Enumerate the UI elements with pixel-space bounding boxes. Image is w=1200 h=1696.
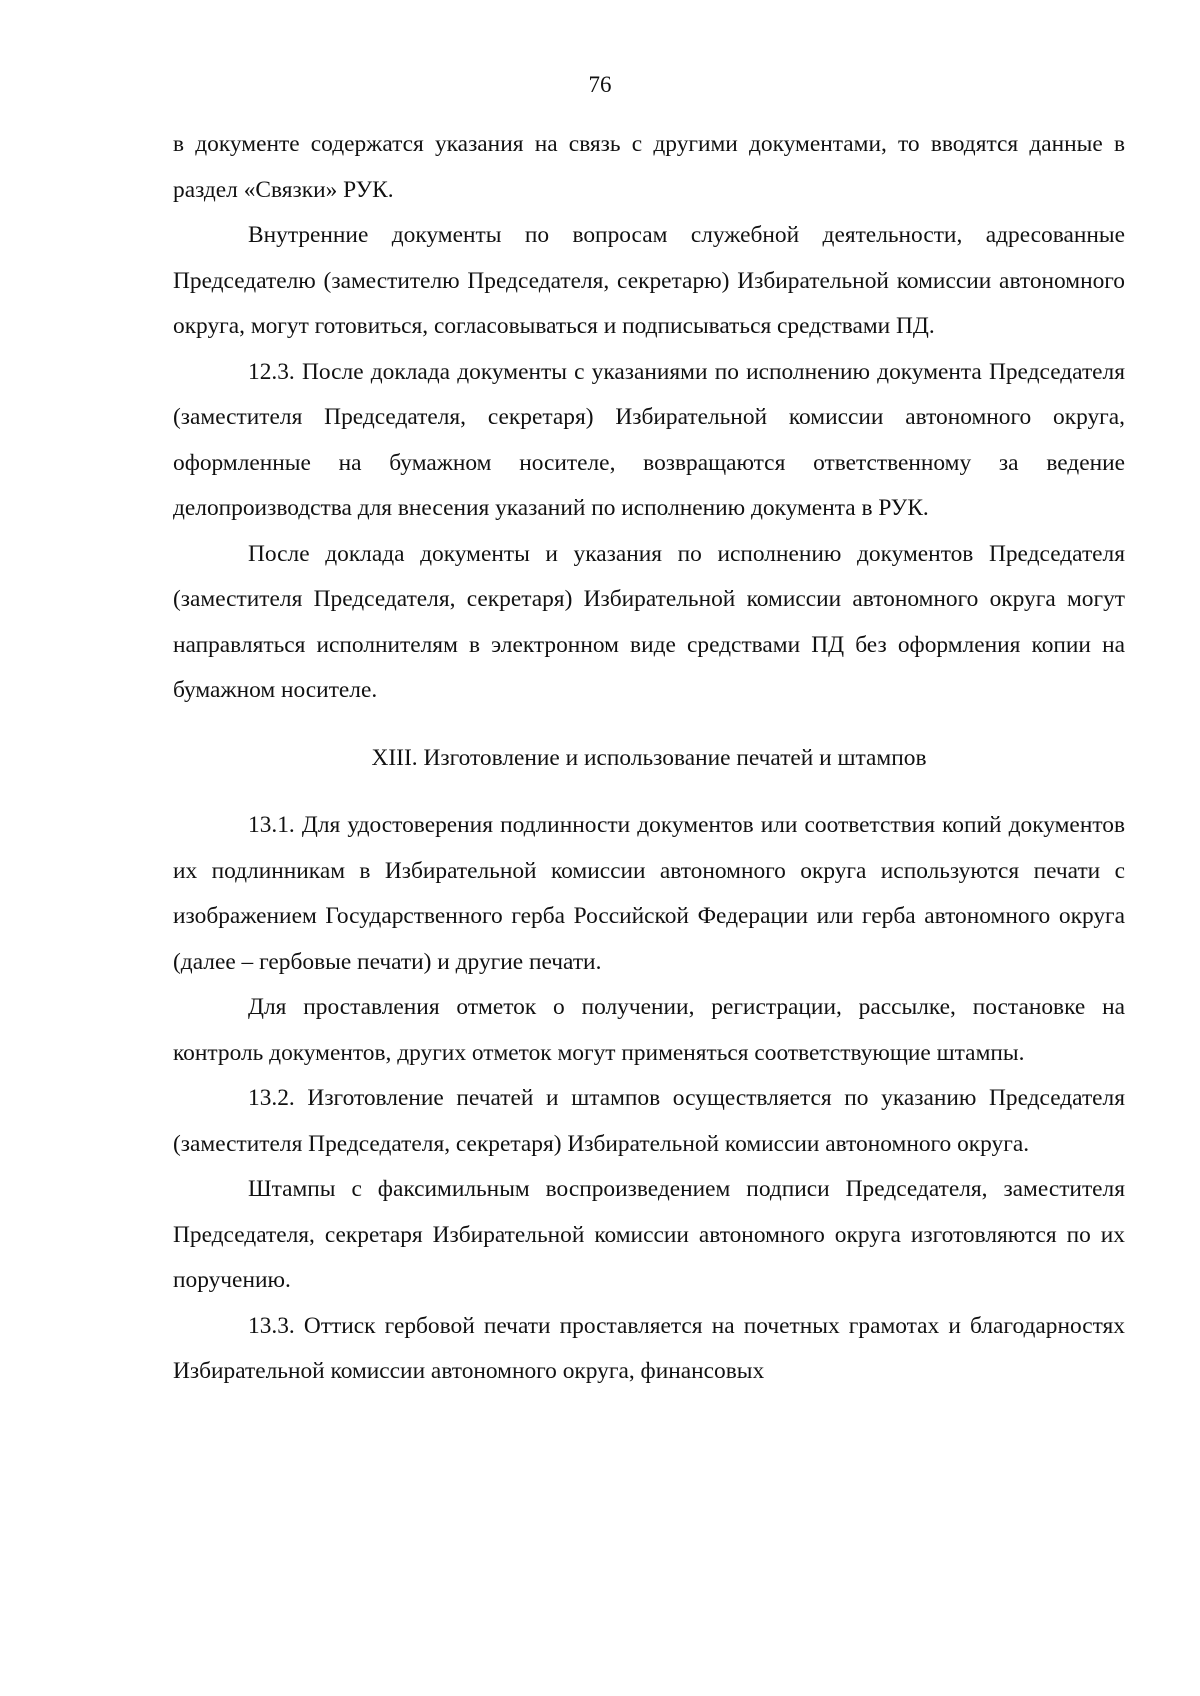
paragraph-after-report: После доклада документы и указания по исполнению документов Председателя (заместителя Председателя, секретаря) Избирательной комиссии автономного округа могут направляться исполнителям в электронном виде средствами ПД без оформления копии на бумажном носителе.: [173, 540, 1125, 703]
paragraph-12-3: 12.3. После доклада документы с указаниями по исполнению документа Председателя (заместителя Председателя, секретаря) Избирательной комиссии автономного округа, оформленные на бумажном носителе, возвращаются ответственному за ведение делопроизводства для внесения указаний по исполнению документа в РУК.: [173, 358, 1125, 521]
paragraph-13-3: 13.3. Оттиск гербовой печати проставляется на почетных грамотах и благодарностях Избирательной комиссии автономного округа, финансовых: [173, 1312, 1125, 1384]
section-heading: XIII. Изготовление и использование печатей и штампов: [371, 744, 927, 771]
paragraph-13-1: 13.1. Для удостоверения подлинности документов или соответствия копий документов их подлинникам в Избирательной комиссии автономного округа используются печати с изображением Государственного герба Российской Федерации или герба автономного округа (далее – гербовые печати) и другие печати.: [173, 812, 1125, 975]
document-body: [173, 122, 1125, 1395]
paragraph-continuation: в документе содержатся указания на связь с другими документами, то вводятся данные в раздел «Связки» РУК.: [173, 131, 1125, 203]
page-number: 76: [588, 72, 612, 97]
paragraph-facsimile-stamps: Штампы с факсимильным воспроизведением подписи Председателя, заместителя Председателя, секретаря Избирательной комиссии автономного округа изготовляются по их поручению.: [173, 1176, 1125, 1293]
paragraph-internal-documents: Внутренние документы по вопросам служебной деятельности, адресованные Председателю (заместителю Председателя, секретарю) Избирательной комиссии автономного округа, могут готовиться, согласовываться и подписываться средствами ПД.: [173, 222, 1125, 339]
paragraph-13-2: 13.2. Изготовление печатей и штампов осуществляется по указанию Председателя (заместителя Председателя, секретаря) Избирательной комиссии автономного округа.: [173, 1085, 1125, 1157]
paragraph-stamps-marks: Для проставления отметок о получении, регистрации, рассылке, постановке на контроль документов, других отметок могут применяться соответствующие штампы.: [173, 994, 1125, 1066]
